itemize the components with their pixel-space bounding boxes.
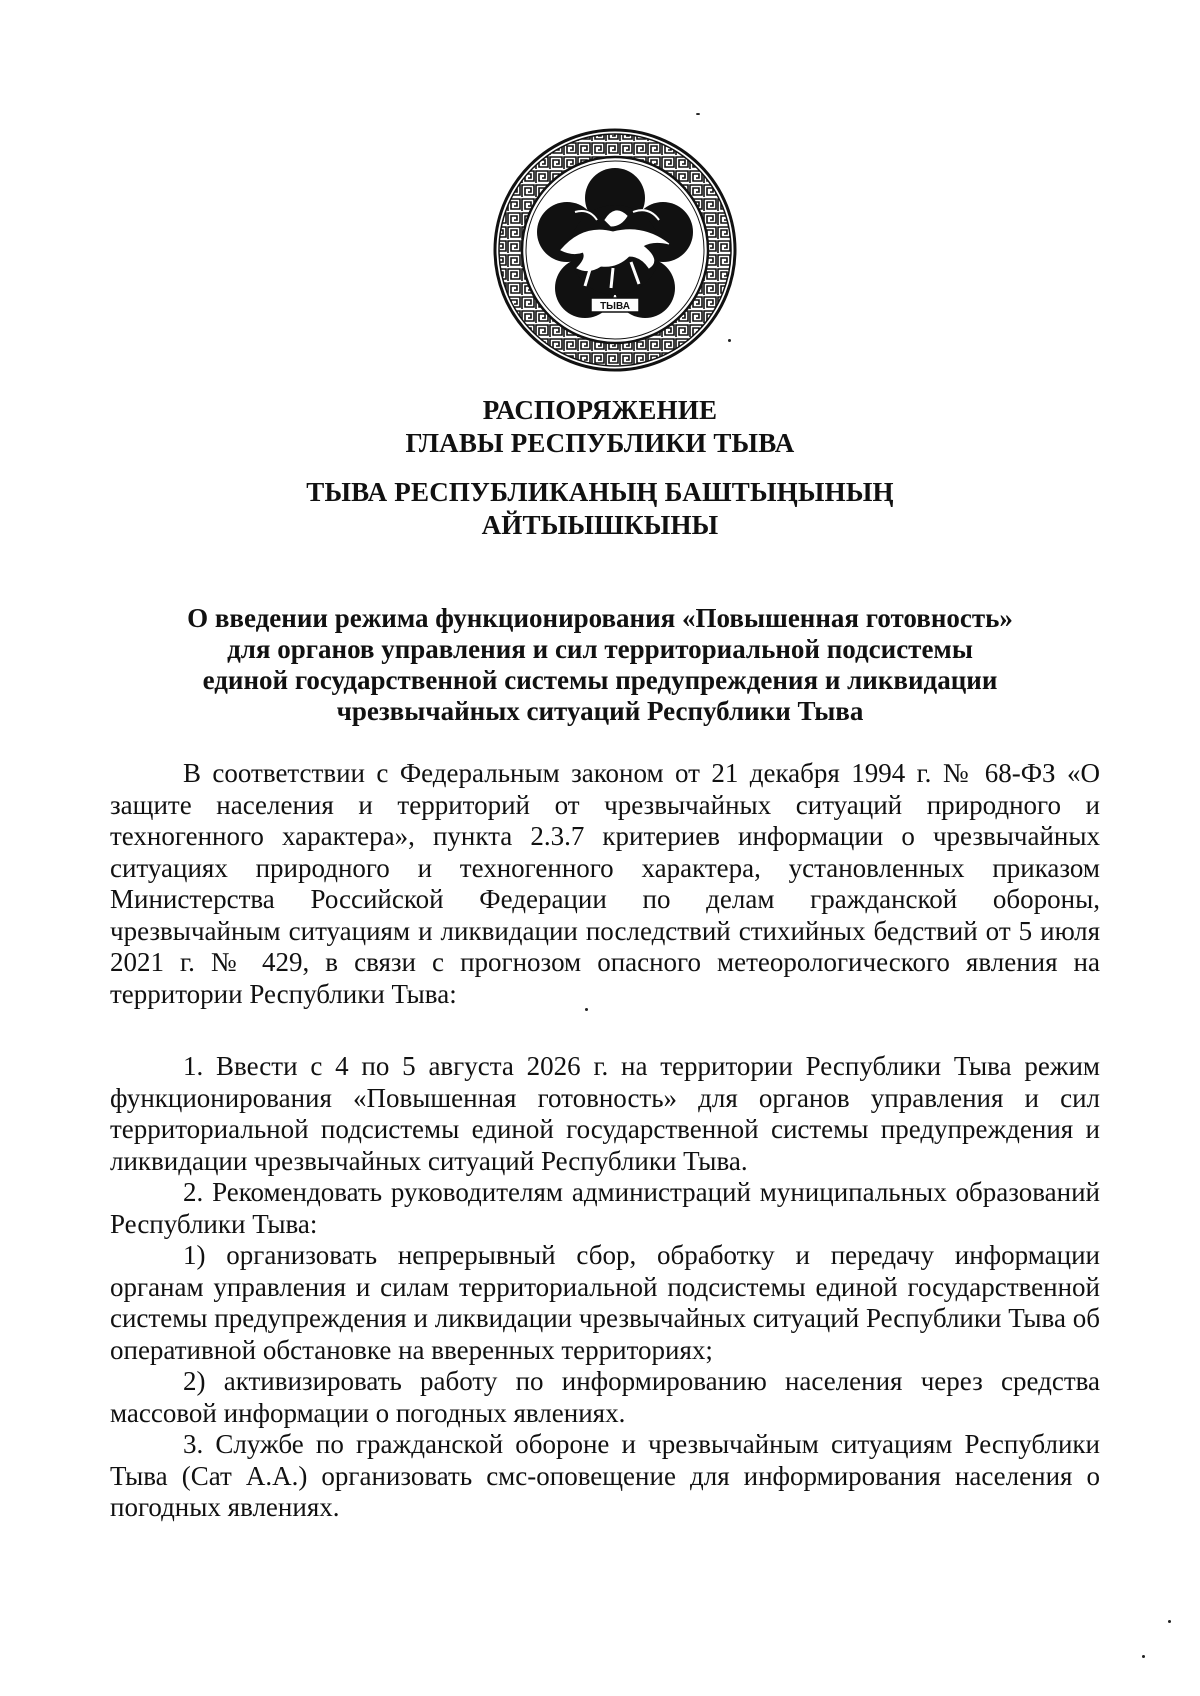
document-heading-tv [0,476,1200,542]
scan-speck [585,1008,588,1011]
order-subitem-2: 2) активизировать работу по информированию населения через средства массовой информации о погодных явлениях. [110,1366,1100,1428]
order-item-1: 1. Ввести с 4 по 5 августа 2026 г. на территории Республики Тыва режим функционирования «Повышенная готовность» для органов управления и сил территориальной подсистемы единой государственной системы предупреждения и ликвидации чрезвычайных ситуаций Республики Тыва. [110,1051,1100,1176]
emblem-ring-text: ТЫВА [600,301,630,312]
heading-ru-line2: ГЛАВЫ РЕСПУБЛИКИ ТЫВА [405,428,795,458]
scan-speck [696,113,700,115]
preamble-paragraph: В соответствии с Федеральным законом от 21 декабря 1994 г. № 68-ФЗ «О защите населения и территорий от чрезвычайных ситуаций природного и техногенного характера», пункта 2.3.7 критериев информации о чрезвычайных ситуациях природного и техногенного характера, установленных приказом Министерства Российской Федерации по делам гражданской обороны, чрезвычайным ситуациям и ликвидации последствий стихийных бедствий от 5 июля 2021 г. № 429, в связи с прогнозом опасного метеорологического явления на территории Республики Тыва: [110,758,1100,1009]
order-item-3: 3. Службе по гражданской обороне и чрезвычайным ситуациям Республики Тыва (Сат А.А.) организовать смс-оповещение для информирования населения о погодных явлениях. [110,1429,1100,1522]
scan-speck [1142,1655,1145,1658]
title-line2: для органов управления и сил территориальной подсистемы [227,634,973,664]
scan-speck [728,339,731,342]
title-line4: чрезвычайных ситуаций Республики Тыва [336,696,864,726]
preamble-section [110,758,1100,1010]
title-line1: О введении режима функционирования «Повышенная готовность» [187,603,1013,633]
heading-tv-line2: АЙТЫЫШКЫНЫ [481,510,719,540]
heading-tv-line1: ТЫВА РЕСПУБЛИКАНЫҢ БАШТЫҢЫНЫҢ [306,477,894,507]
title-line3: единой государственной системы предупреждения и ликвидации [202,665,998,695]
order-subitem-1: 1) организовать непрерывный сбор, обработку и передачу информации органам управления и силам территориальной подсистемы единой государственной системы предупреждения и ликвидации чрезвычайных ситуаций Республики Тыва об оперативной обстановке на вверенных территориях; [110,1240,1100,1365]
heading-ru-line1: РАСПОРЯЖЕНИЕ [482,395,718,425]
scan-speck [1168,1620,1171,1623]
order-item-2: 2. Рекомендовать руководителям администраций муниципальных образований Республики Тыва: [110,1177,1100,1239]
tuva-coat-of-arms-icon [493,128,737,372]
document-heading-ru [0,394,1200,460]
document-title [0,603,1200,727]
order-items [110,1051,1100,1524]
